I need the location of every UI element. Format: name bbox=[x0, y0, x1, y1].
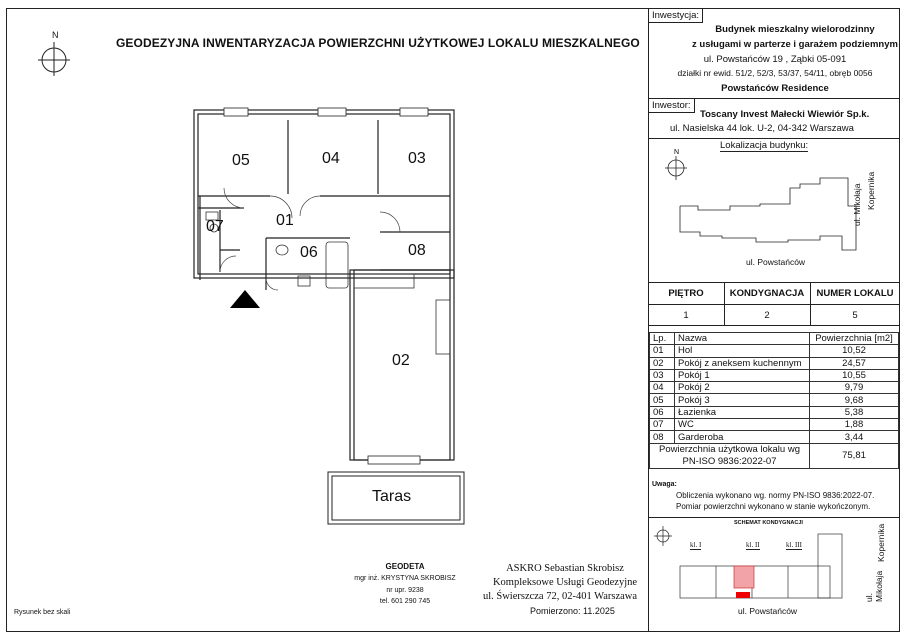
investment-label: Inwestycja: bbox=[649, 9, 703, 23]
table-cell: Hol bbox=[675, 345, 810, 357]
table-cell: Pokój 1 bbox=[675, 369, 810, 381]
location-label: Lokalizacja budynku: bbox=[720, 140, 809, 151]
room-label-01: 01 bbox=[276, 212, 294, 229]
table-cell: 02 bbox=[650, 357, 675, 369]
investor-name: Toscany Invest Małecki Wiewiór Sp.k. bbox=[700, 109, 870, 120]
geodeta-phone: tel. 601 290 745 bbox=[379, 598, 431, 605]
table-header-cell: Lp. bbox=[650, 333, 675, 345]
table-total-row bbox=[650, 443, 899, 468]
table-cell: 04 bbox=[650, 382, 675, 394]
location-street-bottom: ul. Powstańców bbox=[746, 257, 806, 267]
levels-row-line bbox=[648, 304, 900, 305]
table-row bbox=[650, 406, 899, 418]
schema-street-bottom: ul. Powstańców bbox=[738, 606, 798, 616]
entrance-marker-icon bbox=[230, 290, 260, 313]
company-line3: ul. Świerszcza 72, 02-401 Warszawa bbox=[482, 591, 638, 602]
table-cell: 08 bbox=[650, 431, 675, 443]
levels-header-floor: PIĘTRO bbox=[668, 288, 704, 299]
location-street-right2: Kopernika bbox=[866, 171, 876, 210]
investor-address: ul. Nasielska 44 lok. U-2, 04-342 Warszawa bbox=[670, 123, 854, 134]
schema-compass-icon bbox=[652, 522, 674, 551]
room-label-02: 02 bbox=[392, 352, 410, 369]
total-value: 75,81 bbox=[810, 443, 899, 468]
company-line1: ASKRO Sebastian Skrobisz bbox=[506, 563, 624, 574]
table-cell: 10,55 bbox=[810, 369, 899, 381]
total-label-cell bbox=[650, 443, 810, 468]
room-label-05: 05 bbox=[232, 152, 250, 169]
notes-label: Uwaga: bbox=[652, 481, 677, 488]
investment-address: ul. Powstańców 19 , Ząbki 05-091 bbox=[703, 54, 847, 65]
schema-kl1: kl. I bbox=[690, 541, 702, 549]
notes-line2: Pomiar powierzchni wykonano w stanie wykończonym. bbox=[676, 502, 871, 511]
investment-parcels: działki nr ewid. 51/2, 52/3, 53/37, 54/11, obręb 0056 bbox=[677, 68, 873, 78]
room-label-03: 03 bbox=[408, 150, 426, 167]
room-label-04: 04 bbox=[322, 150, 340, 167]
building-outline bbox=[670, 176, 860, 261]
total-label-1: Powierzchnia użytkowa lokalu wg bbox=[659, 443, 800, 455]
schema-title: SCHEMAT KONDYGNACJI bbox=[734, 520, 803, 526]
levels-header-unit: NUMER LOKALU bbox=[816, 288, 894, 299]
schema-street-right1: ul. Mikołaja bbox=[864, 570, 884, 602]
table-cell: 5,38 bbox=[810, 406, 899, 418]
table-cell: 3,44 bbox=[810, 431, 899, 443]
table-cell: Pokój z aneksem kuchennym bbox=[675, 357, 810, 369]
levels-value-unit: 5 bbox=[852, 310, 858, 321]
company-line2: Kompleksowe Usługi Geodezyjne bbox=[492, 577, 638, 588]
schema-street-right2: Kopernika bbox=[876, 523, 886, 562]
table-cell: Pokój 3 bbox=[675, 394, 810, 406]
investor-label: Inwestor: bbox=[649, 99, 695, 113]
compass-north-label: N bbox=[52, 30, 59, 40]
room-label-06: 06 bbox=[300, 244, 318, 261]
investment-line1: Budynek mieszkalny wielorodzinny bbox=[715, 24, 875, 35]
total-label-2: PN-ISO 9836:2022-07 bbox=[682, 455, 777, 467]
divider bbox=[648, 138, 900, 139]
table-cell: 01 bbox=[650, 345, 675, 357]
table-row bbox=[650, 419, 899, 431]
table-cell: WC bbox=[675, 419, 810, 431]
table-cell: 1,88 bbox=[810, 419, 899, 431]
table-row bbox=[650, 369, 899, 381]
investment-name: Powstańców Residence bbox=[721, 83, 829, 94]
schema-kl3: kl. III bbox=[786, 541, 802, 549]
divider bbox=[648, 517, 900, 518]
table-cell: 06 bbox=[650, 406, 675, 418]
room-label-08: 08 bbox=[408, 242, 426, 259]
levels-value-floor: 1 bbox=[683, 310, 689, 321]
rooms-table bbox=[649, 332, 899, 469]
schema-plan bbox=[676, 530, 862, 609]
svg-text:N: N bbox=[674, 149, 680, 156]
table-cell: Łazienka bbox=[675, 406, 810, 418]
table-cell: Garderoba bbox=[675, 431, 810, 443]
levels-value-storey: 2 bbox=[764, 310, 770, 321]
table-cell: 07 bbox=[650, 419, 675, 431]
notes-line1: Obliczenia wykonano wg. normy PN-ISO 9836:2022-07. bbox=[676, 491, 875, 500]
geodeta-name: mgr inż. KRYSTYNA SKROBISZ bbox=[354, 575, 456, 582]
scale-note: Rysunek bez skali bbox=[14, 609, 71, 616]
table-row bbox=[650, 431, 899, 443]
geodeta-license: nr upr. 9238 bbox=[386, 587, 424, 594]
table-cell: Pokój 2 bbox=[675, 382, 810, 394]
levels-row-line bbox=[648, 325, 900, 326]
geodeta-label: GEODETA bbox=[385, 562, 425, 571]
table-cell: 05 bbox=[650, 394, 675, 406]
table-row bbox=[650, 394, 899, 406]
schema-kl2: kl. II bbox=[746, 541, 760, 549]
table-header-cell: Powierzchnia [m2] bbox=[810, 333, 899, 345]
page-title: GEODEZYJNA INWENTARYZACJA POWIERZCHNI UŻYTKOWEJ LOKALU MIESZKALNEGO bbox=[116, 36, 640, 50]
table-cell: 24,57 bbox=[810, 357, 899, 369]
table-cell: 03 bbox=[650, 369, 675, 381]
table-cell: 10,52 bbox=[810, 345, 899, 357]
levels-header-storey: KONDYGNACJA bbox=[729, 288, 805, 299]
table-cell: 9,68 bbox=[810, 394, 899, 406]
measured-date: Pomierzono: 11.2025 bbox=[530, 606, 615, 616]
table-row bbox=[650, 357, 899, 369]
levels-table bbox=[648, 282, 900, 325]
table-header-cell: Nazwa bbox=[675, 333, 810, 345]
table-header-row bbox=[650, 333, 899, 345]
location-street-right1: ul. Mikołaja bbox=[852, 183, 862, 226]
room-label-07: 07 bbox=[206, 218, 224, 235]
investment-line2: z usługami w parterze i garażem podziemnym bbox=[692, 39, 898, 50]
table-row bbox=[650, 382, 899, 394]
terrace-label: Taras bbox=[372, 488, 412, 505]
table-cell: 9,79 bbox=[810, 382, 899, 394]
table-row bbox=[650, 345, 899, 357]
